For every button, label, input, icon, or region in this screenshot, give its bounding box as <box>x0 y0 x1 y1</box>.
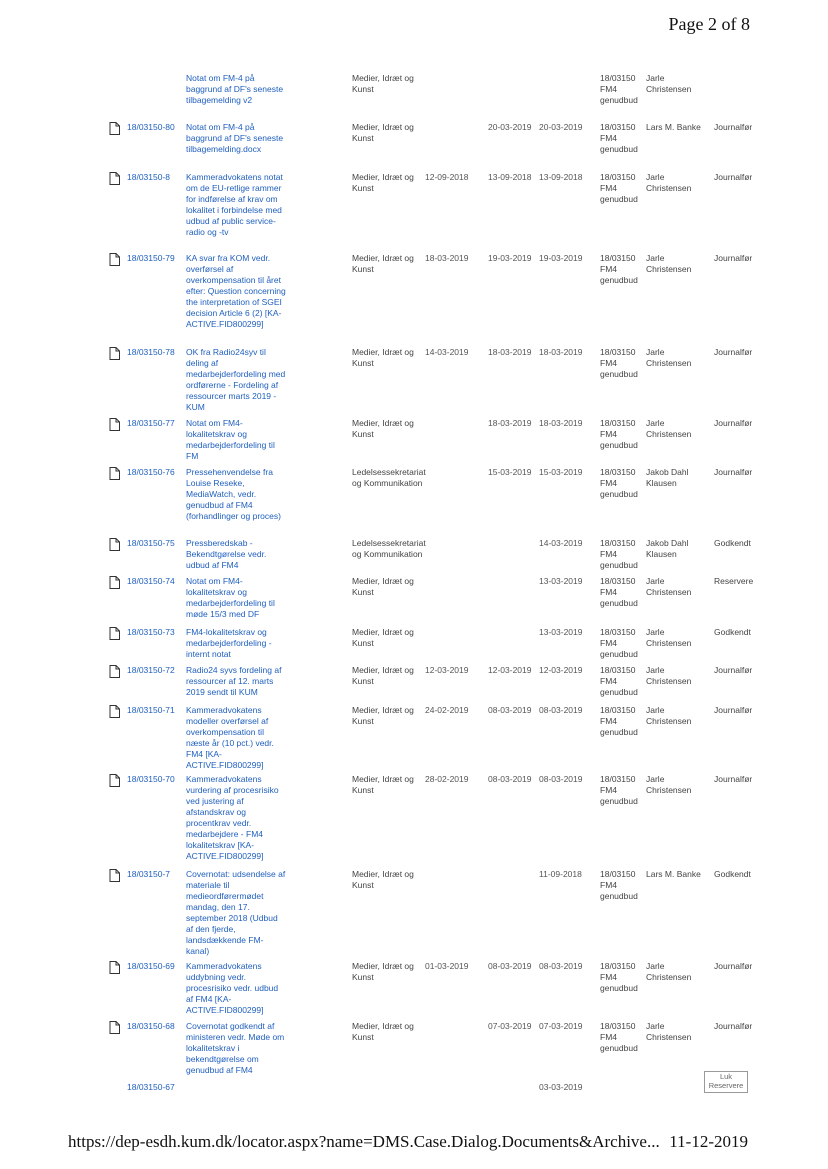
doc-status: Godkendt <box>714 627 751 637</box>
doc-status: Journalfør <box>714 253 753 263</box>
doc-unit: Medier, Idræt og Kunst <box>352 705 414 726</box>
doc-id[interactable]: 18/03150-78 <box>127 347 175 357</box>
doc-unit: Medier, Idræt og Kunst <box>352 665 414 686</box>
document-icon[interactable] <box>109 418 121 430</box>
close-reserve-line1: Luk <box>719 1072 733 1081</box>
doc-id[interactable]: 18/03150-74 <box>127 576 175 586</box>
doc-title[interactable]: Radio24 syvs fordeling af ressourcer af 12. marts 2019 sendt til KUM <box>186 665 282 697</box>
doc-title[interactable]: Kammeradvokatens vurdering af procesrisiko ved justering af afstandskrav og procentkrav vedr. medarbejdere - FM4 lokalitetskrav [KA-ACTIVE.FID800299] <box>186 774 279 861</box>
doc-date3: 15-03-2019 <box>539 467 583 477</box>
document-icon[interactable] <box>109 576 121 588</box>
doc-date3: 18-03-2019 <box>539 418 583 428</box>
doc-title[interactable]: Notat om FM4-lokalitetskrav og medarbejderfordeling til møde 15/3 med DF <box>186 576 275 619</box>
doc-date3: 12-03-2019 <box>539 665 583 675</box>
document-icon[interactable] <box>109 122 121 134</box>
doc-person: Lars M. Banke <box>646 869 701 879</box>
doc-title[interactable]: Pressberedskab - Bekendtgørelse vedr. udbud af FM4 <box>186 538 267 570</box>
doc-date3: 03-03-2019 <box>539 1082 583 1092</box>
doc-date3: 19-03-2019 <box>539 253 583 263</box>
doc-title[interactable]: KA svar fra KOM vedr. overførsel af overkompensation til året efter: Question concerning the interpretation of SGEI decision Article 6 (2) [KA-ACTIVE.FID800299] <box>186 253 286 329</box>
doc-id[interactable]: 18/03150-72 <box>127 665 175 675</box>
doc-case: 18/03150 FM4 genudbud <box>600 705 638 737</box>
doc-id[interactable]: 18/03150-68 <box>127 1021 175 1031</box>
doc-status: Reservere <box>714 576 754 586</box>
doc-date2: 07-03-2019 <box>488 1021 532 1031</box>
doc-date3: 08-03-2019 <box>539 774 583 784</box>
doc-unit: Medier, Idræt og Kunst <box>352 253 414 274</box>
doc-unit: Medier, Idræt og Kunst <box>352 1021 414 1042</box>
close-reserve-button[interactable] <box>704 1071 748 1093</box>
doc-unit: Medier, Idræt og Kunst <box>352 576 414 597</box>
doc-unit: Medier, Idræt og Kunst <box>352 869 414 890</box>
doc-person: Jakob Dahl Klausen <box>646 467 689 488</box>
close-reserve-line2: Reservere <box>708 1081 744 1090</box>
doc-unit: Medier, Idræt og Kunst <box>352 73 414 94</box>
doc-person: Jarle Christensen <box>646 347 692 368</box>
doc-date2: 08-03-2019 <box>488 705 532 715</box>
doc-date2: 12-03-2019 <box>488 665 532 675</box>
doc-date2: 08-03-2019 <box>488 774 532 784</box>
document-icon[interactable] <box>109 705 121 717</box>
doc-case: 18/03150 FM4 genudbud <box>600 538 638 570</box>
doc-title[interactable]: Pressehenvendelse fra Louise Reseke, MediaWatch, vedr. genudbud af FM4 (forhandlinger og proces) <box>186 467 281 521</box>
doc-date2: 13-09-2018 <box>488 172 532 182</box>
doc-status: Journalfør <box>714 1021 753 1031</box>
doc-title[interactable]: OK fra Radio24syv til deling af medarbejderfordeling med ordførerne - Fordeling af ressourcer marts 2019 - KUM <box>186 347 286 412</box>
footer-date: 11-12-2019 <box>669 1132 748 1151</box>
doc-id[interactable]: 18/03150-77 <box>127 418 175 428</box>
doc-id[interactable]: 18/03150-8 <box>127 172 171 182</box>
doc-unit: Medier, Idræt og Kunst <box>352 774 414 795</box>
document-icon[interactable] <box>109 172 121 184</box>
document-icon[interactable] <box>109 538 121 550</box>
doc-person: Jarle Christensen <box>646 172 692 193</box>
footer-url: https://dep-esdh.kum.dk/locator.aspx?name=DMS.Case.Dialog.Documents&Archive... <box>68 1132 660 1151</box>
document-icon[interactable] <box>109 253 121 265</box>
doc-case: 18/03150 FM4 genudbud <box>600 1021 638 1053</box>
doc-id[interactable]: 18/03150-69 <box>127 961 175 971</box>
doc-title[interactable]: Notat om FM4-lokalitetskrav og medarbejderfordeling til FM <box>186 418 275 461</box>
doc-person: Jarle Christensen <box>646 1021 692 1042</box>
document-icon[interactable] <box>109 347 121 359</box>
doc-date3: 08-03-2019 <box>539 705 583 715</box>
doc-id[interactable]: 18/03150-7 <box>127 869 171 879</box>
doc-id[interactable]: 18/03150-70 <box>127 774 175 784</box>
doc-title[interactable]: Notat om FM-4 på baggrund af DF's seneste tilbagemelding.docx <box>186 122 284 154</box>
document-icon[interactable] <box>109 627 121 639</box>
doc-status: Journalfør <box>714 172 753 182</box>
doc-date2: 08-03-2019 <box>488 961 532 971</box>
doc-date3: 11-09-2018 <box>539 869 582 879</box>
document-icon[interactable] <box>109 1021 121 1033</box>
doc-date1: 28-02-2019 <box>425 774 469 784</box>
document-icon[interactable] <box>109 869 121 881</box>
document-icon[interactable] <box>109 961 121 973</box>
doc-person: Jarle Christensen <box>646 961 692 982</box>
doc-case: 18/03150 FM4 genudbud <box>600 253 638 285</box>
doc-person: Jarle Christensen <box>646 73 692 94</box>
doc-date3: 14-03-2019 <box>539 538 583 548</box>
doc-date1: 24-02-2019 <box>425 705 469 715</box>
doc-date2: 20-03-2019 <box>488 122 532 132</box>
doc-case: 18/03150 FM4 genudbud <box>600 869 638 901</box>
doc-status: Journalfør <box>714 961 753 971</box>
doc-date1: 14-03-2019 <box>425 347 469 357</box>
doc-title[interactable]: FM4-lokalitetskrav og medarbejderfordeling - internt notat <box>186 627 272 659</box>
document-icon[interactable] <box>109 665 121 677</box>
doc-person: Jarle Christensen <box>646 705 692 726</box>
doc-status: Journalfør <box>714 347 753 357</box>
doc-status: Godkendt <box>714 538 751 548</box>
doc-date2: 15-03-2019 <box>488 467 532 477</box>
doc-person: Jarle Christensen <box>646 418 692 439</box>
doc-unit: Ledelsessekretariat og Kommunikation <box>352 538 426 559</box>
doc-date1: 12-03-2019 <box>425 665 469 675</box>
doc-date3: 08-03-2019 <box>539 961 583 971</box>
doc-case: 18/03150 FM4 genudbud <box>600 172 638 204</box>
doc-date1: 18-03-2019 <box>425 253 469 263</box>
doc-id[interactable]: 18/03150-76 <box>127 467 175 477</box>
doc-status: Journalfør <box>714 665 753 675</box>
doc-id[interactable]: 18/03150-80 <box>127 122 175 132</box>
doc-id[interactable]: 18/03150-67 <box>127 1082 175 1092</box>
doc-title[interactable]: Kammeradvokatens modeller overførsel af overkompensation til næste år (10 pct.) vedr. FM4 [KA-ACTIVE.FID800299] <box>186 705 274 770</box>
doc-title[interactable]: Kammeradvokatens uddybning vedr. procesrisiko vedr. udbud af FM4 [KA-ACTIVE.FID800299] <box>186 961 279 1015</box>
doc-unit: Ledelsessekretariat og Kommunikation <box>352 467 426 488</box>
doc-date2: 18-03-2019 <box>488 418 532 428</box>
doc-case: 18/03150 FM4 genudbud <box>600 73 638 105</box>
doc-case: 18/03150 FM4 genudbud <box>600 576 638 608</box>
doc-case: 18/03150 FM4 genudbud <box>600 347 638 379</box>
doc-date1: 12-09-2018 <box>425 172 469 182</box>
doc-title[interactable]: Kammeradvokatens notat om de EU-retlige rammer for indførelse af krav om lokalitet i forbindelse med udbud af public service-radio og -tv <box>186 172 283 237</box>
doc-date3: 18-03-2019 <box>539 347 583 357</box>
doc-unit: Medier, Idræt og Kunst <box>352 961 414 982</box>
doc-case: 18/03150 FM4 genudbud <box>600 961 638 993</box>
page-number: Page 2 of 8 <box>668 14 750 34</box>
doc-status: Journalfør <box>714 774 753 784</box>
doc-case: 18/03150 FM4 genudbud <box>600 665 638 697</box>
document-icon[interactable] <box>109 774 121 786</box>
doc-unit: Medier, Idræt og Kunst <box>352 122 414 143</box>
doc-unit: Medier, Idræt og Kunst <box>352 172 414 193</box>
doc-date2: 18-03-2019 <box>488 347 532 357</box>
doc-person: Jarle Christensen <box>646 627 692 648</box>
doc-date3: 13-09-2018 <box>539 172 583 182</box>
doc-case: 18/03150 FM4 genudbud <box>600 467 638 499</box>
doc-case: 18/03150 FM4 genudbud <box>600 774 638 806</box>
doc-status: Journalfør <box>714 467 753 477</box>
doc-id[interactable]: 18/03150-75 <box>127 538 175 548</box>
doc-case: 18/03150 FM4 genudbud <box>600 418 638 450</box>
document-icon[interactable] <box>109 467 121 479</box>
doc-title[interactable]: Covernotat godkendt af ministeren vedr. Møde om lokalitetskrav i bekendtgørelse om genudbud af FM4 <box>186 1021 285 1075</box>
doc-person: Lars M. Banke <box>646 122 701 132</box>
doc-status: Godkendt <box>714 869 751 879</box>
doc-date3: 13-03-2019 <box>539 576 583 586</box>
doc-date3: 07-03-2019 <box>539 1021 583 1031</box>
doc-case: 18/03150 FM4 genudbud <box>600 122 638 154</box>
doc-person: Jarle Christensen <box>646 774 692 795</box>
doc-unit: Medier, Idræt og Kunst <box>352 418 414 439</box>
doc-person: Jarle Christensen <box>646 576 692 597</box>
doc-id[interactable]: 18/03150-73 <box>127 627 175 637</box>
doc-id[interactable]: 18/03150-79 <box>127 253 175 263</box>
doc-date2: 19-03-2019 <box>488 253 532 263</box>
doc-status: Journalfør <box>714 705 753 715</box>
doc-person: Jarle Christensen <box>646 665 692 686</box>
doc-unit: Medier, Idræt og Kunst <box>352 347 414 368</box>
doc-title[interactable]: Notat om FM-4 på baggrund af DF's seneste tilbagemelding v2 <box>186 73 284 105</box>
doc-date3: 13-03-2019 <box>539 627 583 637</box>
doc-person: Jakob Dahl Klausen <box>646 538 689 559</box>
doc-date1: 01-03-2019 <box>425 961 469 971</box>
doc-person: Jarle Christensen <box>646 253 692 274</box>
doc-status: Journalfør <box>714 122 753 132</box>
doc-unit: Medier, Idræt og Kunst <box>352 627 414 648</box>
doc-id[interactable]: 18/03150-71 <box>127 705 175 715</box>
doc-title[interactable]: Covernotat: udsendelse af materiale til medieordførermødet mandag, den 17. september 2018 (Udbud af den fjerde, landsdækkende FM-kanal) <box>186 869 286 956</box>
doc-status: Journalfør <box>714 418 753 428</box>
doc-date3: 20-03-2019 <box>539 122 583 132</box>
doc-case: 18/03150 FM4 genudbud <box>600 627 638 659</box>
